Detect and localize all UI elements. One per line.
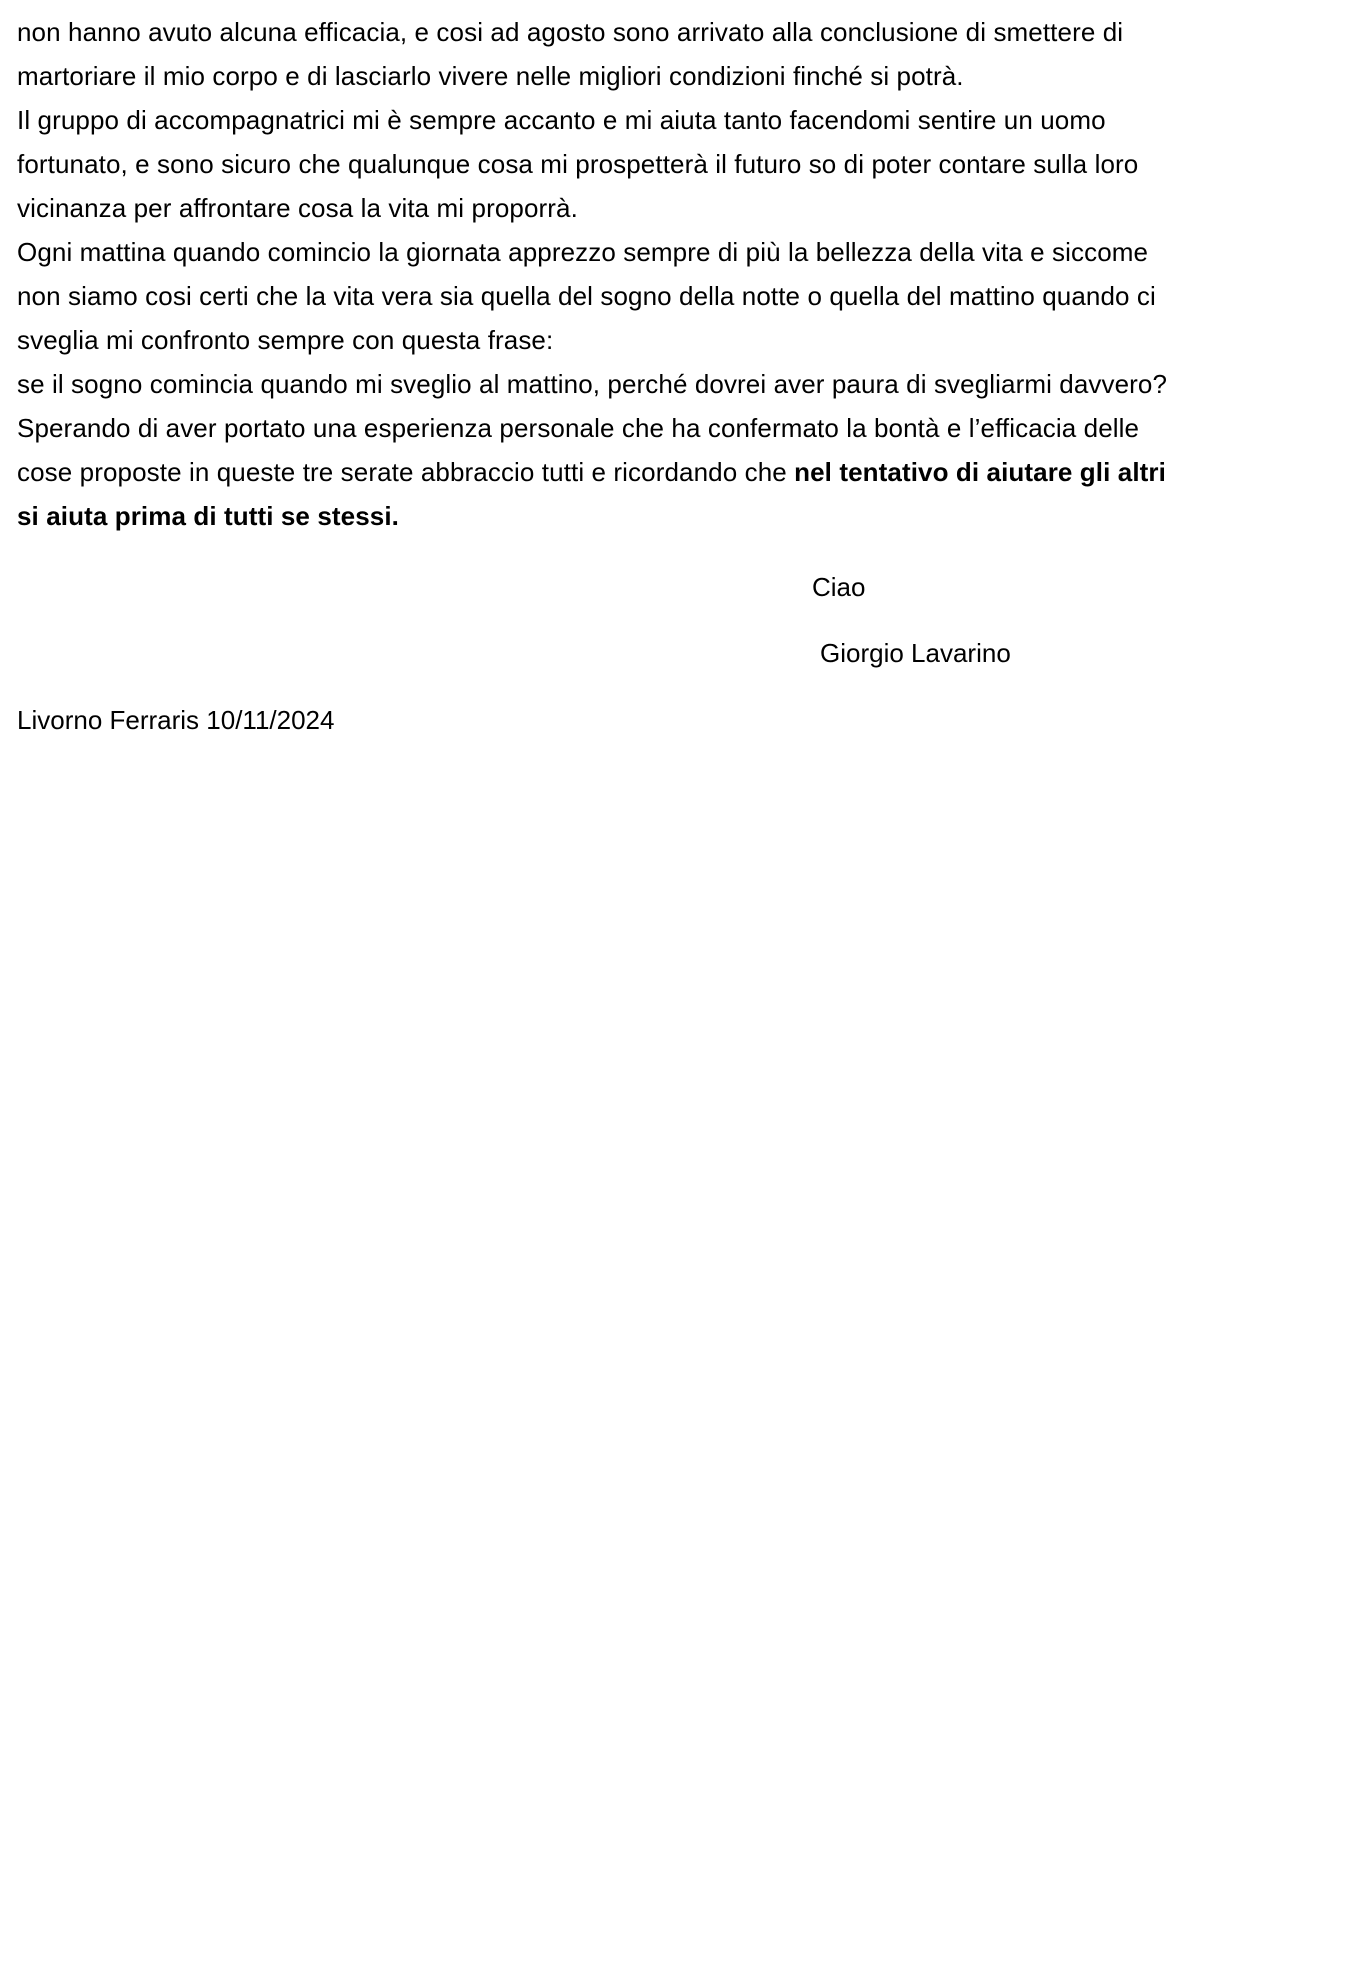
text-line: vicinanza per affrontare cosa la vita mi proporrà. — [17, 193, 578, 223]
text-line: Il gruppo di accompagnatrici mi è sempre accanto e mi aiuta tanto facendomi sentire un uomo — [17, 105, 1106, 135]
closing-greeting: Ciao — [812, 572, 866, 602]
text-line: se il sogno comincia quando mi sveglio al mattino, perché dovrei aver paura di svegliarmi davvero? — [17, 369, 1168, 399]
text-line: fortunato, e sono sicuro che qualunque cosa mi prospetterà il futuro so di poter contare sulla loro — [17, 149, 1139, 179]
text-line: sveglia mi confronto sempre con questa frase: — [17, 325, 554, 355]
letter-body — [17, 10, 1362, 538]
bold-emphasis: nel tentativo di aiutare gli altri — [794, 457, 1166, 487]
text-segment: cose proposte in queste tre serate abbraccio tutti e ricordando che — [17, 457, 795, 487]
text-line: non hanno avuto alcuna efficacia, e cosi ad agosto sono arrivato alla conclusione di smettere di — [17, 17, 1124, 47]
text-line-mixed — [17, 450, 1362, 494]
place-and-date: Livorno Ferraris 10/11/2024 — [17, 705, 335, 735]
text-line: non siamo cosi certi che la vita vera sia quella del sogno della notte o quella del mattino quando ci — [17, 281, 1156, 311]
bold-emphasis-line: si aiuta prima di tutti se stessi. — [17, 501, 399, 531]
text-line: Sperando di aver portato una esperienza personale che ha confermato la bontà e l’efficacia delle — [17, 413, 1140, 443]
text-line: martoriare il mio corpo e di lasciarlo vivere nelle migliori condizioni finché si potrà. — [17, 61, 964, 91]
text-line: Ogni mattina quando comincio la giornata apprezzo sempre di più la bellezza della vita e siccome — [17, 237, 1149, 267]
signature-name: Giorgio Lavarino — [820, 638, 1011, 668]
